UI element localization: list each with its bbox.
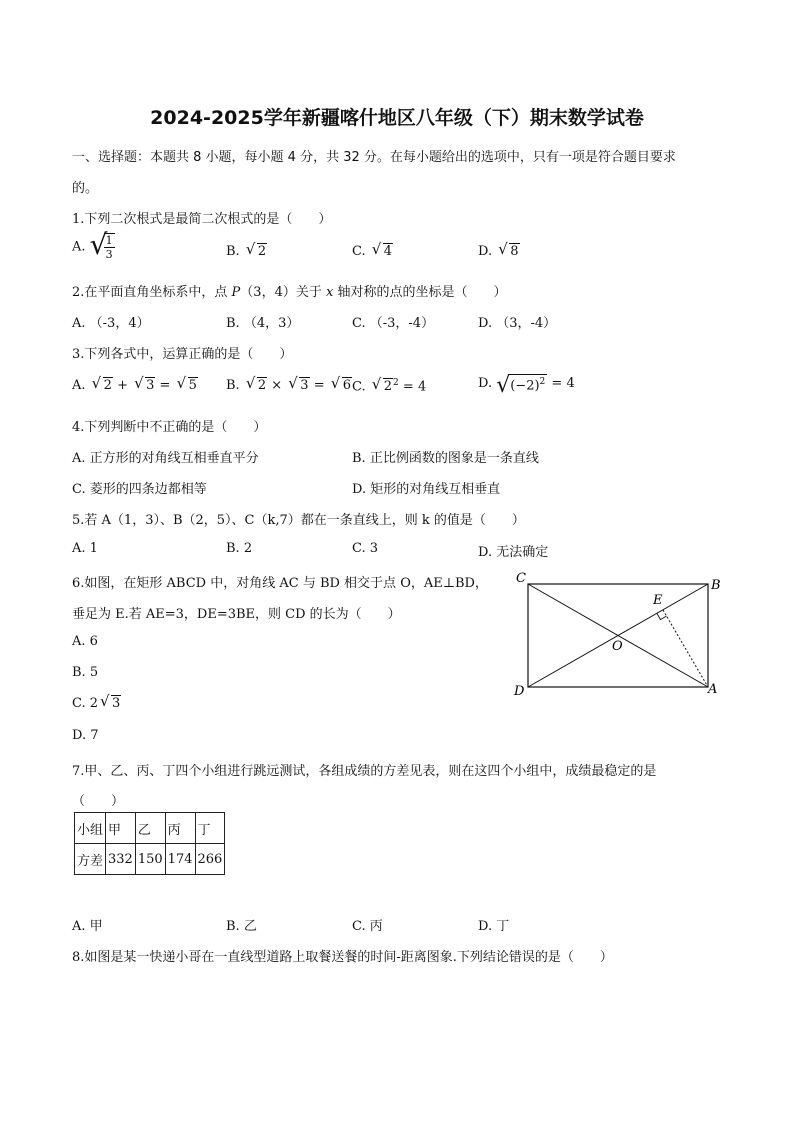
variance-table xyxy=(74,812,225,875)
q6-option-c: C. 2 √ 3 xyxy=(72,692,121,711)
q2-option-a: A. （-3，4） xyxy=(72,316,150,331)
section-instructions-cont: 的。 xyxy=(72,181,99,196)
rectangle-figure xyxy=(508,566,730,700)
table-row xyxy=(75,844,225,875)
q3-b-term2: 3 xyxy=(300,378,309,393)
q3-b-term1: 2 xyxy=(257,378,267,393)
q6-stem-line1: 6.如图，在矩形 ABCD 中，对角线 AC 与 BD 相交于点 O，AE⊥BD， xyxy=(72,576,488,591)
q5-option-d: D. 无法确定 xyxy=(478,545,549,560)
q5-option-a: A. 1 xyxy=(72,541,98,556)
q7-stem-line1: 7.甲、乙、丙、丁四个小组进行跳远测试，各组成绩的方差见表，则在这四个小组中，成绩最稳定的是 xyxy=(72,764,657,779)
table-cell: 小组 xyxy=(75,813,106,844)
q3-b-term3: 6 xyxy=(342,378,352,393)
label-e: E xyxy=(653,593,663,608)
q3-b-label: B. xyxy=(226,378,240,393)
q1-d-label: D. xyxy=(478,244,493,259)
q2-stem xyxy=(72,281,506,300)
q3-option-c: C. √ $2^2 = 4$ xyxy=(352,375,427,395)
table-cell: 乙 xyxy=(135,813,165,844)
q3-a-term2: 3 xyxy=(146,378,155,393)
section-instructions: 一、选择题：本题共 8 小题，每小题 4 分，共 32 分。在每小题给出的选项中，只有一项是符合题目要求 xyxy=(72,150,676,165)
q1-a-radical: √ $\frac{1}{3}$ xyxy=(89,228,113,261)
q3-c-exponent: 2 xyxy=(393,378,399,388)
table-cell: 丁 xyxy=(195,813,225,844)
q2-point: P xyxy=(231,285,241,300)
q4-option-d: D. 矩形的对角线互相垂直 xyxy=(352,482,501,497)
q1-option-d: D. √ 8 xyxy=(478,240,519,259)
q4-option-b: B. 正比例函数的图象是一条直线 xyxy=(352,451,539,466)
segment-ae xyxy=(663,610,708,687)
q3-a-op: + xyxy=(112,378,133,393)
q1-a-label: A. xyxy=(72,239,86,255)
q4-option-c: C. 菱形的四条边都相等 xyxy=(72,482,207,497)
q7-option-b: B. 乙 xyxy=(226,919,257,934)
label-b: B xyxy=(711,578,721,593)
q1-c-label: C. xyxy=(352,244,366,259)
q3-option-d xyxy=(478,373,575,398)
label-a: A xyxy=(708,682,718,697)
q3-a-eq: = xyxy=(155,378,175,393)
q5-option-b: B. 2 xyxy=(226,541,253,556)
table-cell: 266 xyxy=(195,844,225,875)
q1-b-radicand: 2 xyxy=(257,244,267,259)
table-cell: 甲 xyxy=(106,813,136,844)
q2-stem-post: 轴对称的点的坐标是（ ） xyxy=(333,285,507,300)
q3-a-term3: 5 xyxy=(188,378,197,393)
q2-option-b: B. （4，3） xyxy=(226,316,300,331)
label-c: C xyxy=(516,571,526,586)
q3-c-radicand: 2 xyxy=(383,379,393,395)
q1-option-a xyxy=(72,228,115,261)
q6-option-d: D. 7 xyxy=(72,728,99,743)
q3-option-b: B. √ 2 × √ 3 = √ 6 xyxy=(226,374,352,393)
q6-option-a: A. 6 xyxy=(72,634,98,649)
q3-d-radical: √ $(-2)^2$ xyxy=(496,373,546,398)
q7-stem-line2: （ ） xyxy=(72,794,125,809)
q6-stem-line2: 垂足为 E.若 AE=3，DE=3BE，则 CD 的长为（ ） xyxy=(72,607,401,622)
q3-b-eq: = xyxy=(309,378,329,393)
table-cell: 332 xyxy=(106,844,136,875)
q6-option-b: B. 5 xyxy=(72,665,99,680)
q1-b-label: B. xyxy=(226,244,240,259)
table-cell: 150 xyxy=(135,844,165,875)
q3-b-op: × xyxy=(267,378,287,393)
q1-a-denominator: 3 xyxy=(105,248,113,261)
q1-d-radicand: 8 xyxy=(510,244,519,259)
q3-option-a: A. √ 2 + √ 3 = √ 5 xyxy=(72,374,197,393)
q3-a-term1: 2 xyxy=(103,378,112,393)
table-cell: 174 xyxy=(165,844,195,875)
q3-stem: 3.下列各式中，运算正确的是（ ） xyxy=(72,347,293,362)
q7-option-d: D. 丁 xyxy=(478,919,510,934)
table-cell: 方差 xyxy=(75,844,106,875)
q3-d-eq: = 4 xyxy=(547,376,575,392)
q3-c-eq: = 4 xyxy=(398,379,427,395)
label-d: D xyxy=(514,684,525,699)
q6-c-label: C. xyxy=(72,696,86,711)
q1-a-numerator: 1 xyxy=(105,234,113,247)
q3-d-exponent: 2 xyxy=(539,377,546,387)
q2-axis: x xyxy=(325,285,334,300)
q4-stem: 4.下列判断中不正确的是（ ） xyxy=(72,420,267,435)
table-cell: 丙 xyxy=(165,813,195,844)
q6-c-coef: 2 xyxy=(89,696,99,711)
q2-option-d: D. （3，-4） xyxy=(478,316,557,331)
q3-d-inner: (−2) xyxy=(510,378,540,394)
q2-stem-mid: （3，4）关于 xyxy=(240,285,326,300)
table-header-row xyxy=(75,813,225,844)
label-o: O xyxy=(612,639,623,654)
q1-option-c: C. √ 4 xyxy=(352,240,393,259)
q5-option-c: C. 3 xyxy=(352,541,379,556)
q3-d-label: D. xyxy=(478,376,493,392)
q2-option-c: C. （-3，-4） xyxy=(352,316,435,331)
q8-stem: 8.如图是某一快递小哥在一直线型道路上取餐送餐的时间-距离图象.下列结论错误的是（ ） xyxy=(72,950,613,965)
q5-stem: 5.若 A（1，3）、B（2，5）、C（k,7）都在一条直线上，则 k 的值是（ ） xyxy=(72,513,525,528)
q3-a-label: A. xyxy=(72,378,86,393)
q1-c-radicand: 4 xyxy=(383,244,393,259)
q7-option-a: A. 甲 xyxy=(72,919,103,934)
q4-option-a: A. 正方形的对角线互相垂直平分 xyxy=(72,451,259,466)
q1-stem: 1.下列二次根式是最简二次根式的是（ ） xyxy=(72,212,332,227)
page-title: 2024-2025学年新疆喀什地区八年级（下）期末数学试卷 xyxy=(150,107,644,129)
q7-option-c: C. 丙 xyxy=(352,919,383,934)
q3-c-label: C. xyxy=(352,379,366,395)
q1-option-b: B. √ 2 xyxy=(226,240,267,259)
q6-c-radicand: 3 xyxy=(112,696,121,711)
q2-stem-pre: 2.在平面直角坐标系中，点 xyxy=(72,285,232,300)
